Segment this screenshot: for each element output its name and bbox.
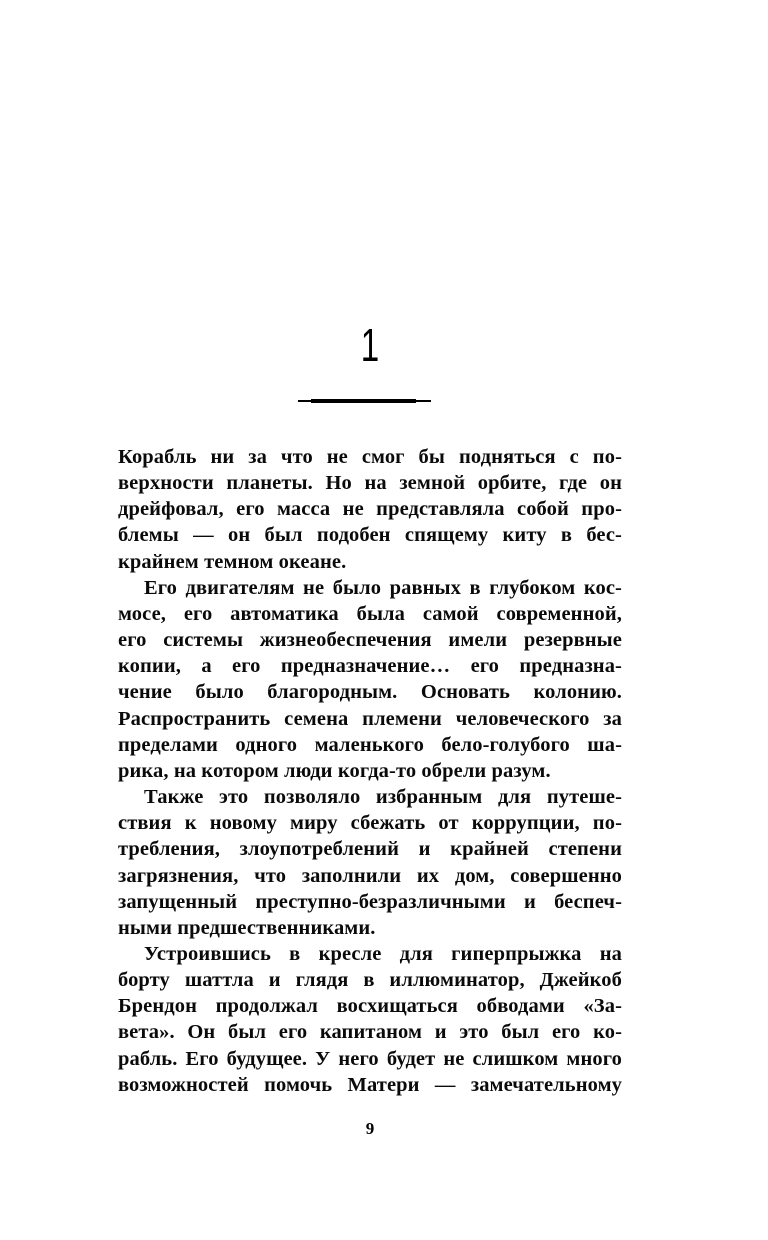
divider-rule	[298, 398, 431, 403]
text-line: загрязнения, что заполнили их дом, совершенно	[118, 864, 622, 887]
text-line: запущенный преступно-безразличными и беспеч-	[118, 890, 622, 913]
text-line: ствия к новому миру сбежать от коррупции, по-	[118, 812, 622, 835]
text-line: копии, а его предназначение… его предназна-	[118, 655, 622, 678]
text-line: дрейфовал, его масса не представляла собой про-	[118, 498, 622, 521]
text-line: вета». Он был его капитаном и это был его ко-	[118, 1021, 622, 1044]
text-block	[118, 444, 622, 1098]
text-line: борту шаттла и глядя в иллюминатор, Джейкоб	[118, 969, 622, 992]
text-line: чение было благородным. Основать колонию.	[118, 681, 622, 704]
text-line: пределами одного маленького бело-голубого ша-	[118, 733, 622, 756]
text-line: Распространить семена племени человеческого за	[118, 707, 622, 730]
chapter-number: 1	[360, 319, 380, 371]
text-line: рика, на котором люди когда-то обрели разум.	[118, 759, 551, 782]
text-line: верхности планеты. Но на земной орбите, где он	[118, 472, 622, 495]
page-number: 9	[365, 1119, 375, 1138]
text-line: Корабль ни за что не смог бы подняться с по-	[118, 446, 622, 468]
text-line: требления, злоупотреблений и крайней степени	[118, 838, 622, 861]
text-line: блемы — он был подобен спящему киту в бес-	[118, 524, 622, 547]
text-line: его системы жизнеобеспечения имели резервные	[118, 629, 622, 652]
text-line: Брендон продолжал восхищаться обводами «За-	[118, 995, 622, 1018]
text-line: Также это позволяло избранным для путеше-	[144, 786, 622, 809]
chapter-divider	[112, 398, 616, 404]
text-line: рабль. Его будущее. У него будет не слишком много	[118, 1047, 622, 1070]
text-line: ными предшественниками.	[118, 916, 376, 939]
text-line: мосе, его автоматика была самой современной,	[118, 602, 622, 625]
text-line: крайнем темном океане.	[118, 550, 347, 573]
text-line: Устроившись в кресле для гиперпрыжка на	[144, 942, 622, 965]
text-line: возможностей помочь Матери — замечательному	[118, 1073, 622, 1096]
text-line: Его двигателям не было равных в глубоком кос-	[144, 576, 622, 599]
